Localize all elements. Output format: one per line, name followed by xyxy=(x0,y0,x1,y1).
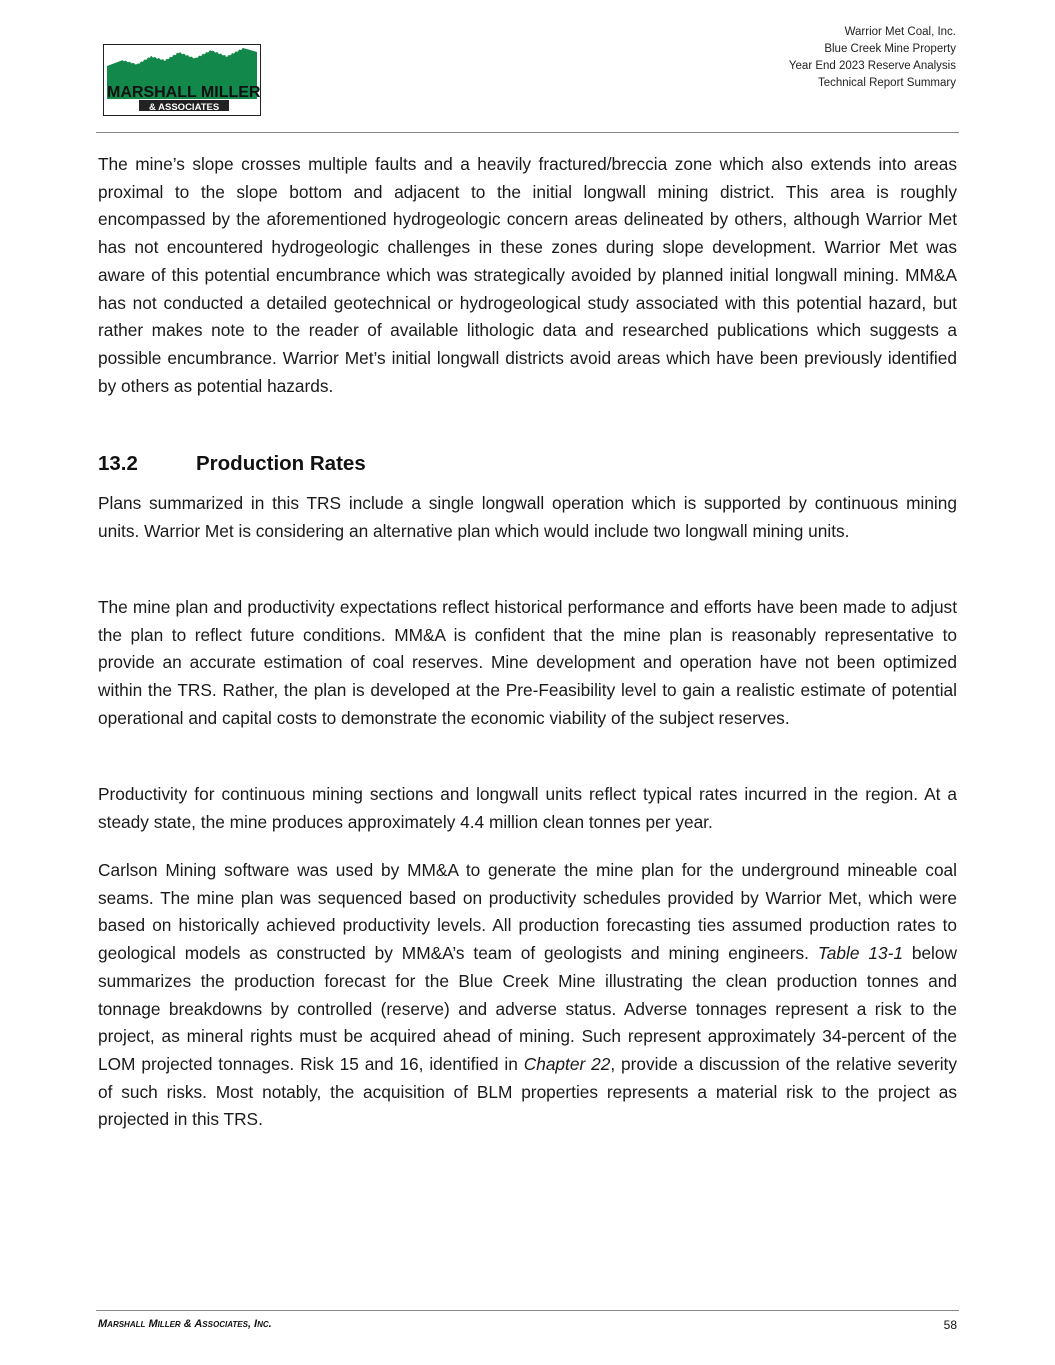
table-reference: Table 13-1 xyxy=(817,943,903,964)
logo-lettering xyxy=(107,79,261,119)
section-number: 13.2 xyxy=(98,452,138,475)
paragraph-mine-plan: The mine plan and productivity expectations reflect historical performance and efforts have been made to adjust the plan to reflect future conditions. MM&A is confident that the mine plan is reasonably representative to provide an accurate estimation of coal reserves. Mine development and operation have not been optimized within the TRS. Rather, the plan is developed at the Pre-Feasibility level to gain a realistic estimate of potential operational and capital costs to demonstrate the economic viability of the subject reserves. xyxy=(98,597,957,728)
chapter-reference: Chapter 22 xyxy=(523,1053,611,1074)
header-analysis: Year End 2023 Reserve Analysis xyxy=(788,60,956,72)
logo-name-line2: & ASSOCIATES xyxy=(149,102,220,113)
footer-divider xyxy=(96,1310,959,1311)
section-title: Production Rates xyxy=(196,452,366,475)
report-header xyxy=(789,24,956,92)
paragraph-slope-hazards: The mine’s slope crosses multiple faults and a heavily fractured/breccia zone which also extends into areas proximal to the slope bottom and adjacent to the initial longwall mining district. This area is roughly encompassed by the aforementioned hydrogeologic concern areas delineated by others, although Warrior Met has not encountered hydrogeologic challenges in these zones during slope development. Warrior Met was aware of this potential encumbrance which was strategically avoided by planned initial longwall mining. MM&A has not conducted a detailed geotechnical or hydrogeological study associated with this potential hazard, but rather makes note to the reader of available lithologic data and researched publications which suggests a possible encumbrance. Warrior Met’s initial longwall districts avoid areas which have been previously identified by others as potential hazards. xyxy=(98,154,957,396)
paragraph-text-part2: below summarizes the production forecast for the Blue Creek Mine illustrating the clean production tonnes and tonnage breakdowns by controlled (reserve) and adverse status. Adverse tonnages represent a risk to the project, as mineral rights must be acquired ahead of mining. Such represent approximately 34-percent of the LOM projected tonnages. Risk 15 and 16, identified in xyxy=(98,943,957,1074)
logo-name-line1: MARSHALL MILLER xyxy=(107,84,261,101)
header-report-type: Technical Report Summary xyxy=(817,77,956,89)
paragraph-plans-summary: Plans summarized in this TRS include a single longwall operation which is supported by continuous mining units. Warrior Met is considering an alternative plan which would include two longwall mining units. xyxy=(98,493,957,541)
header-property: Blue Creek Mine Property xyxy=(824,43,956,55)
paragraph-text-part1: Carlson Mining software was used by MM&A to generate the mine plan for the underground mineable coal seams. The mine plan was sequenced based on productivity schedules provided by Warrior Met, which were based on historically achieved productivity levels. All production forecasting ties assumed production rates to geological models as constructed by MM&A’s team of geologists and mining engineers. xyxy=(98,860,957,964)
section-heading xyxy=(98,452,366,476)
header-company: Warrior Met Coal, Inc. xyxy=(844,26,956,38)
paragraph-carlson-mining xyxy=(98,857,957,1134)
header-divider xyxy=(96,132,959,133)
paragraph-productivity: Productivity for continuous mining sections and longwall units reflect typical rates incurred in the region. At a steady state, the mine produces approximately 4.4 million clean tonnes per year. xyxy=(98,784,957,832)
footer-company: Marshall Miller & Associates, Inc. xyxy=(98,1318,272,1330)
page-number: 58 xyxy=(943,1318,957,1332)
paragraph-text-part3: , provide a discussion of the relative severity of such risks. Most notably, the acquisition of BLM properties represents a material risk to the project as projected in this TRS. xyxy=(98,1053,957,1130)
